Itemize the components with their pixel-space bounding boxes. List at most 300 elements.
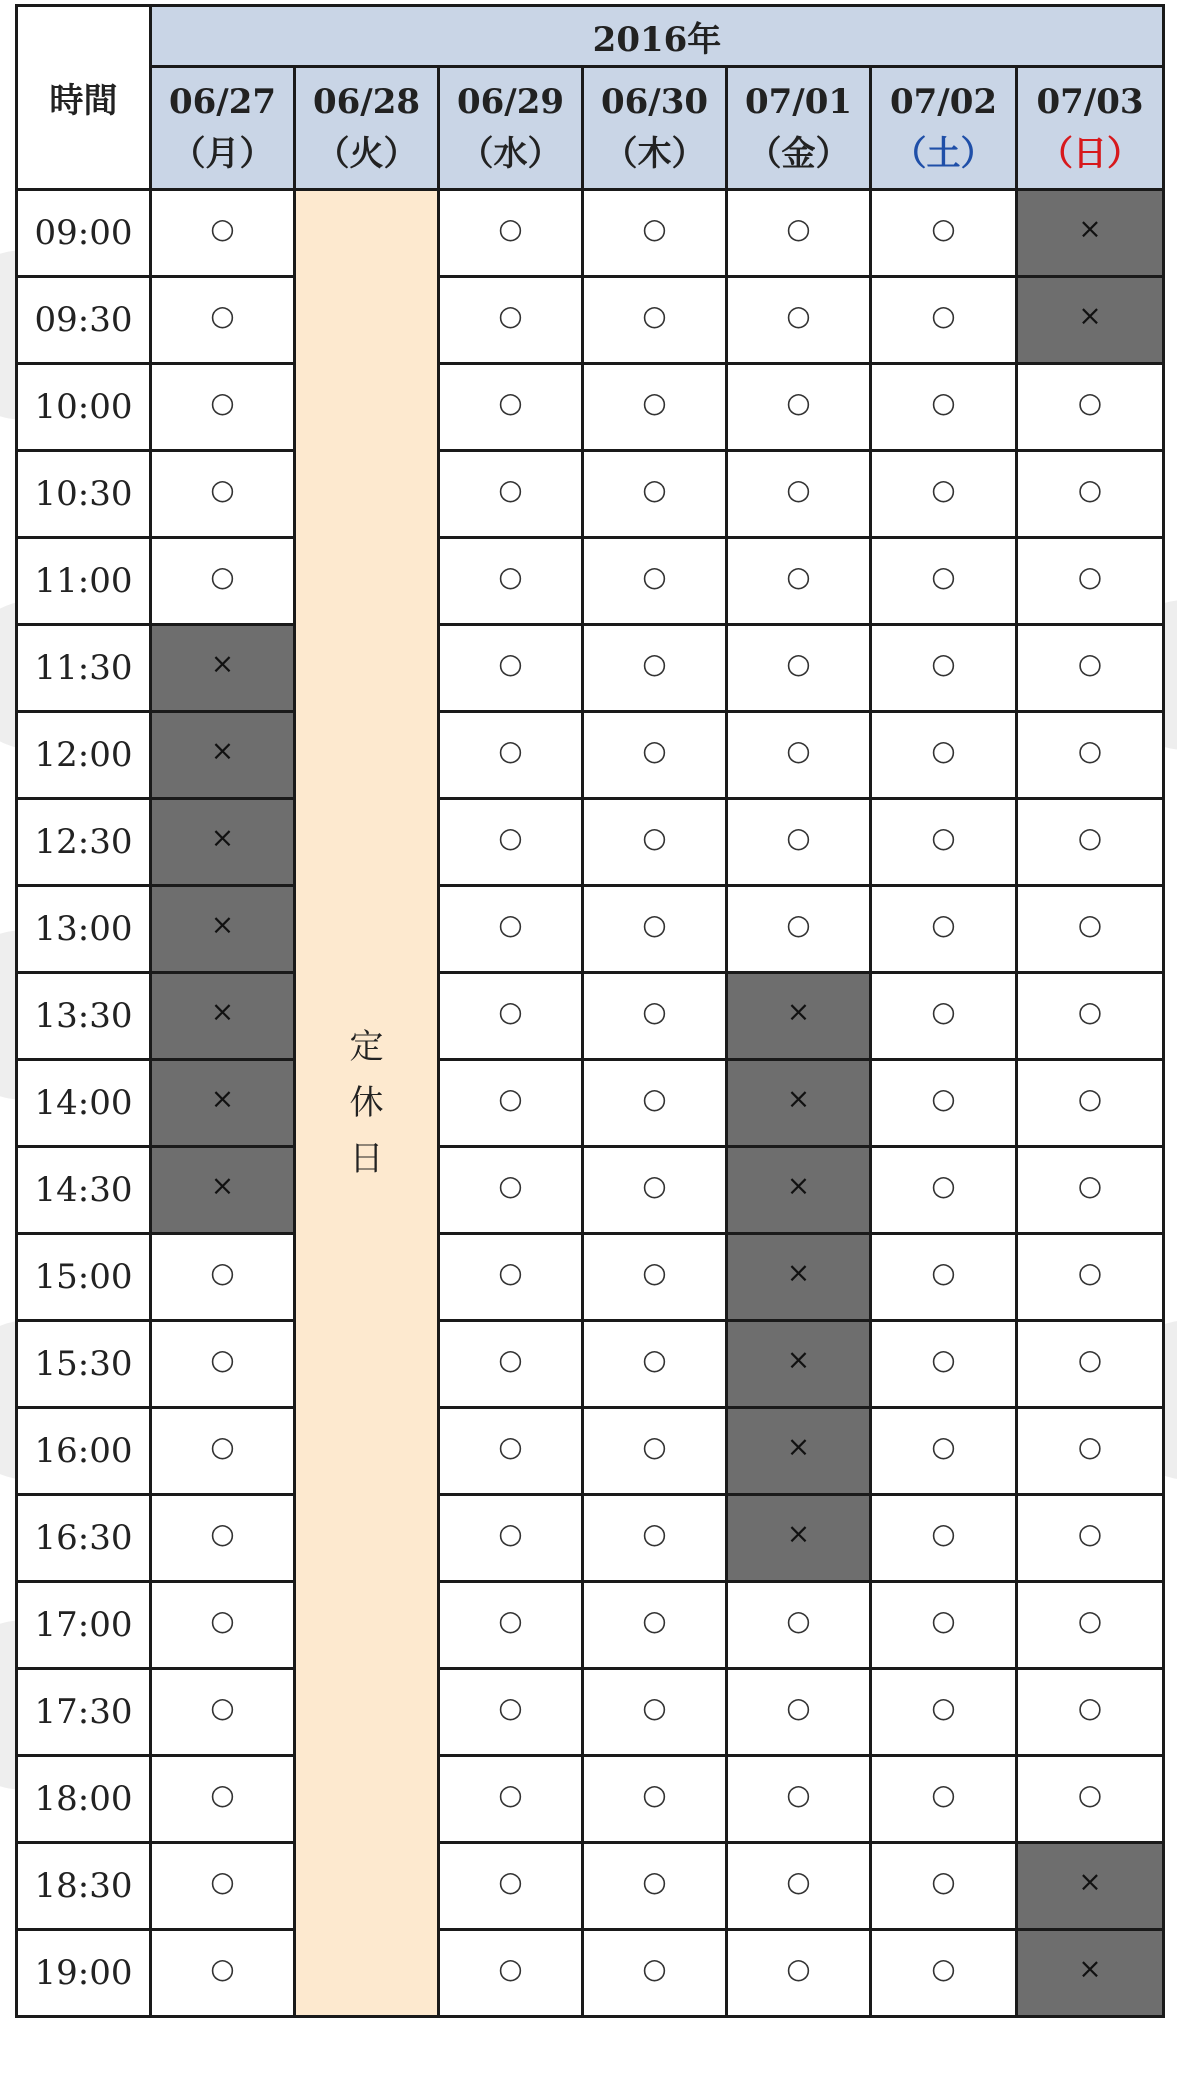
available-mark: ○ (210, 1255, 235, 1289)
available-mark: ○ (498, 385, 523, 419)
available-mark: ○ (210, 1342, 235, 1376)
slot-full (727, 1321, 871, 1408)
available-mark: ○ (786, 820, 811, 854)
available-mark: ○ (786, 298, 811, 332)
slot-available[interactable] (871, 1843, 1017, 1930)
date-header (871, 67, 1017, 190)
available-mark: ○ (931, 298, 956, 332)
available-mark: ○ (498, 1255, 523, 1289)
date-header (727, 67, 871, 190)
time-label: 13:00 (17, 886, 151, 973)
available-mark: ○ (931, 907, 956, 941)
slot-available[interactable] (439, 1060, 583, 1147)
slot-available[interactable] (583, 886, 727, 973)
available-mark: ○ (498, 820, 523, 854)
slot-available[interactable] (871, 1147, 1017, 1234)
time-slot-row (17, 712, 1164, 799)
time-label: 17:30 (17, 1669, 151, 1756)
date-label: 06/30 (600, 82, 709, 122)
slot-available[interactable] (871, 1756, 1017, 1843)
slot-available[interactable] (439, 1582, 583, 1669)
available-mark: ○ (931, 1603, 956, 1637)
available-mark: ○ (642, 994, 667, 1028)
slot-available[interactable] (151, 364, 295, 451)
time-label: 09:30 (17, 277, 151, 364)
available-mark: ○ (642, 298, 667, 332)
slot-available[interactable] (151, 538, 295, 625)
time-slot-row (17, 886, 1164, 973)
available-mark: ○ (210, 1777, 235, 1811)
slot-available[interactable] (871, 1408, 1017, 1495)
time-slot-row (17, 277, 1164, 364)
time-slot-row (17, 190, 1164, 277)
available-mark: ○ (642, 1951, 667, 1985)
available-mark: ○ (642, 1255, 667, 1289)
available-mark: ○ (931, 1081, 956, 1115)
slot-available[interactable] (1017, 1321, 1164, 1408)
available-mark: ○ (786, 733, 811, 767)
available-mark: ○ (210, 559, 235, 593)
slot-available[interactable] (439, 451, 583, 538)
available-mark: ○ (1077, 907, 1103, 941)
available-mark: ○ (498, 1603, 523, 1637)
slot-available[interactable] (583, 1408, 727, 1495)
slot-available[interactable] (871, 1321, 1017, 1408)
available-mark: ○ (498, 1429, 523, 1463)
date-header (295, 67, 439, 190)
available-mark: ○ (1077, 1342, 1103, 1376)
time-label: 13:30 (17, 973, 151, 1060)
slot-full (1017, 1930, 1164, 2017)
slot-available[interactable] (727, 190, 871, 277)
slot-available[interactable] (1017, 1060, 1164, 1147)
day-of-week-label: （金） (747, 134, 850, 174)
available-mark: ○ (210, 211, 235, 245)
time-slot-row (17, 973, 1164, 1060)
available-mark: ○ (931, 820, 956, 854)
slot-available[interactable] (583, 1147, 727, 1234)
slot-available[interactable] (1017, 451, 1164, 538)
time-label: 15:30 (17, 1321, 151, 1408)
time-label: 16:00 (17, 1408, 151, 1495)
slot-available[interactable] (151, 451, 295, 538)
available-mark: ○ (210, 472, 235, 506)
available-mark: ○ (210, 1864, 235, 1898)
slot-available[interactable] (1017, 364, 1164, 451)
available-mark: ○ (786, 211, 811, 245)
day-of-week-label: （土） (892, 134, 995, 174)
slot-available[interactable] (871, 364, 1017, 451)
slot-available[interactable] (583, 538, 727, 625)
slot-available[interactable] (439, 1930, 583, 2017)
slot-available[interactable] (727, 625, 871, 712)
slot-available[interactable] (727, 451, 871, 538)
slot-available[interactable] (151, 190, 295, 277)
slot-full (1017, 190, 1164, 277)
time-label: 09:00 (17, 190, 151, 277)
slot-available[interactable] (1017, 538, 1164, 625)
slot-available[interactable] (871, 190, 1017, 277)
slot-available[interactable] (583, 799, 727, 886)
slot-available[interactable] (439, 538, 583, 625)
slot-available[interactable] (583, 1495, 727, 1582)
available-mark: ○ (210, 298, 235, 332)
date-header (1017, 67, 1164, 190)
full-mark: × (786, 1516, 811, 1550)
time-slot-row (17, 1843, 1164, 1930)
slot-available[interactable] (727, 799, 871, 886)
full-mark: × (1078, 298, 1102, 332)
available-mark: ○ (786, 646, 811, 680)
time-slot-row (17, 1669, 1164, 1756)
available-mark: ○ (786, 472, 811, 506)
slot-full (151, 712, 295, 799)
slot-available[interactable] (439, 973, 583, 1060)
day-of-week-label: （日） (1039, 134, 1141, 174)
date-label: 06/29 (456, 82, 565, 122)
time-slot-row (17, 1147, 1164, 1234)
time-label: 10:00 (17, 364, 151, 451)
slot-available[interactable] (439, 190, 583, 277)
slot-available[interactable] (727, 1930, 871, 2017)
holiday-label: 定休日 (349, 1027, 384, 1179)
available-mark: ○ (498, 733, 523, 767)
slot-available[interactable] (727, 886, 871, 973)
available-mark: ○ (1077, 1516, 1103, 1550)
time-label: 17:00 (17, 1582, 151, 1669)
available-mark: ○ (1077, 1603, 1103, 1637)
time-label: 16:30 (17, 1495, 151, 1582)
available-mark: ○ (1077, 472, 1103, 506)
available-mark: ○ (931, 1429, 956, 1463)
time-label: 12:00 (17, 712, 151, 799)
available-mark: ○ (498, 1864, 523, 1898)
available-mark: ○ (642, 559, 667, 593)
time-label: 14:30 (17, 1147, 151, 1234)
slot-available[interactable] (439, 1408, 583, 1495)
available-mark: ○ (642, 1168, 667, 1202)
slot-full (151, 1060, 295, 1147)
time-column-header: 時間 (17, 6, 151, 190)
available-mark: ○ (498, 559, 523, 593)
available-mark: ○ (498, 1081, 523, 1115)
full-mark: × (210, 994, 235, 1028)
available-mark: ○ (931, 472, 956, 506)
slot-available[interactable] (439, 799, 583, 886)
slot-available[interactable] (727, 1669, 871, 1756)
time-label: 14:00 (17, 1060, 151, 1147)
slot-available[interactable] (871, 625, 1017, 712)
slot-available[interactable] (727, 1582, 871, 1669)
available-mark: ○ (498, 907, 523, 941)
slot-available[interactable] (151, 1756, 295, 1843)
available-mark: ○ (498, 1951, 523, 1985)
slot-available[interactable] (871, 277, 1017, 364)
slot-available[interactable] (871, 451, 1017, 538)
day-of-week-label: （水） (459, 134, 562, 174)
available-mark: ○ (498, 1777, 523, 1811)
slot-available[interactable] (727, 1843, 871, 1930)
available-mark: ○ (931, 994, 956, 1028)
available-mark: ○ (931, 1168, 956, 1202)
slot-available[interactable] (439, 1147, 583, 1234)
regular-holiday-cell (295, 190, 439, 2017)
available-mark: ○ (931, 1342, 956, 1376)
time-slot-row (17, 1582, 1164, 1669)
available-mark: ○ (498, 994, 523, 1028)
slot-available[interactable] (151, 277, 295, 364)
full-mark: × (210, 907, 235, 941)
time-label: 18:00 (17, 1756, 151, 1843)
date-header (583, 67, 727, 190)
slot-available[interactable] (583, 1060, 727, 1147)
slot-available[interactable] (1017, 1756, 1164, 1843)
slot-full (727, 1234, 871, 1321)
slot-available[interactable] (1017, 1234, 1164, 1321)
date-header (439, 67, 583, 190)
available-mark: ○ (786, 907, 811, 941)
full-mark: × (210, 733, 235, 767)
time-slot-row (17, 1234, 1164, 1321)
time-slot-row (17, 1756, 1164, 1843)
day-of-week-label: （木） (603, 134, 706, 174)
slot-available[interactable] (583, 190, 727, 277)
slot-full (151, 799, 295, 886)
slot-available[interactable] (727, 277, 871, 364)
date-label: 07/03 (1036, 82, 1144, 122)
available-mark: ○ (498, 298, 523, 332)
time-slot-row (17, 1321, 1164, 1408)
slot-available[interactable] (871, 1582, 1017, 1669)
available-mark: ○ (1077, 733, 1103, 767)
slot-available[interactable] (439, 277, 583, 364)
time-slot-row (17, 538, 1164, 625)
slot-available[interactable] (1017, 1495, 1164, 1582)
available-mark: ○ (931, 385, 956, 419)
day-of-week-label: （月） (171, 134, 274, 174)
available-mark: ○ (786, 1951, 811, 1985)
slot-available[interactable] (583, 1843, 727, 1930)
slot-available[interactable] (1017, 799, 1164, 886)
available-mark: ○ (642, 1690, 667, 1724)
available-mark: ○ (931, 559, 956, 593)
slot-available[interactable] (439, 1321, 583, 1408)
slot-available[interactable] (583, 364, 727, 451)
available-mark: ○ (498, 472, 523, 506)
slot-available[interactable] (1017, 625, 1164, 712)
full-mark: × (786, 1255, 811, 1289)
available-mark: ○ (1077, 994, 1103, 1028)
full-mark: × (786, 1081, 811, 1115)
available-mark: ○ (210, 1603, 235, 1637)
full-mark: × (786, 994, 811, 1028)
full-mark: × (786, 1342, 811, 1376)
available-mark: ○ (931, 1255, 956, 1289)
slot-full (727, 1495, 871, 1582)
available-mark: ○ (1077, 559, 1103, 593)
slot-available[interactable] (151, 1495, 295, 1582)
slot-available[interactable] (439, 1843, 583, 1930)
slot-available[interactable] (1017, 1669, 1164, 1756)
time-label: 11:00 (17, 538, 151, 625)
slot-available[interactable] (583, 451, 727, 538)
available-mark: ○ (498, 1342, 523, 1376)
available-mark: ○ (931, 211, 956, 245)
slot-available[interactable] (1017, 712, 1164, 799)
slot-full (151, 886, 295, 973)
slot-available[interactable] (439, 1495, 583, 1582)
slot-available[interactable] (439, 1756, 583, 1843)
available-mark: ○ (1077, 820, 1103, 854)
slot-available[interactable] (151, 1843, 295, 1930)
slot-full (151, 625, 295, 712)
slot-available[interactable] (1017, 1408, 1164, 1495)
slot-available[interactable] (583, 712, 727, 799)
available-mark: ○ (642, 907, 667, 941)
available-mark: ○ (931, 1777, 956, 1811)
slot-available[interactable] (871, 1930, 1017, 2017)
time-label: 18:30 (17, 1843, 151, 1930)
slot-available[interactable] (439, 1234, 583, 1321)
slot-full (1017, 1843, 1164, 1930)
time-label: 19:00 (17, 1930, 151, 2017)
slot-available[interactable] (871, 886, 1017, 973)
time-slot-row (17, 625, 1164, 712)
time-label: 15:00 (17, 1234, 151, 1321)
available-mark: ○ (642, 1516, 667, 1550)
available-mark: ○ (498, 1168, 523, 1202)
date-label: 07/01 (744, 82, 853, 122)
available-mark: ○ (786, 1777, 811, 1811)
slot-available[interactable] (583, 1582, 727, 1669)
full-mark: × (210, 1081, 235, 1115)
available-mark: ○ (931, 1516, 956, 1550)
time-slot-row (17, 1930, 1164, 2017)
slot-full (151, 973, 295, 1060)
available-mark: ○ (642, 1777, 667, 1811)
available-mark: ○ (786, 1690, 811, 1724)
slot-available[interactable] (1017, 886, 1164, 973)
available-mark: ○ (1077, 1255, 1103, 1289)
slot-available[interactable] (871, 538, 1017, 625)
slot-full (727, 1147, 871, 1234)
slot-available[interactable] (871, 799, 1017, 886)
slot-available[interactable] (151, 1321, 295, 1408)
available-mark: ○ (642, 733, 667, 767)
available-mark: ○ (931, 1951, 956, 1985)
full-mark: × (1078, 1864, 1102, 1898)
slot-available[interactable] (583, 1669, 727, 1756)
date-label: 06/27 (168, 82, 277, 122)
time-slot-row (17, 1408, 1164, 1495)
slot-available[interactable] (1017, 973, 1164, 1060)
slot-available[interactable] (583, 973, 727, 1060)
available-mark: ○ (642, 211, 667, 245)
slot-available[interactable] (727, 538, 871, 625)
time-slot-row (17, 1060, 1164, 1147)
time-slot-row (17, 451, 1164, 538)
slot-available[interactable] (583, 277, 727, 364)
date-label: 07/02 (889, 82, 998, 122)
available-mark: ○ (642, 1342, 667, 1376)
slot-available[interactable] (151, 1930, 295, 2017)
reservation-schedule-table (15, 4, 1165, 2018)
slot-available[interactable] (727, 1756, 871, 1843)
slot-available[interactable] (583, 1234, 727, 1321)
slot-full (727, 1408, 871, 1495)
available-mark: ○ (1077, 1168, 1103, 1202)
slot-available[interactable] (151, 1234, 295, 1321)
slot-available[interactable] (1017, 1147, 1164, 1234)
available-mark: ○ (931, 646, 956, 680)
slot-available[interactable] (151, 1408, 295, 1495)
slot-available[interactable] (727, 364, 871, 451)
full-mark: × (1078, 1951, 1102, 1985)
available-mark: ○ (642, 820, 667, 854)
slot-available[interactable] (439, 625, 583, 712)
slot-available[interactable] (871, 712, 1017, 799)
slot-available[interactable] (583, 625, 727, 712)
slot-available[interactable] (871, 1669, 1017, 1756)
full-mark: × (1078, 211, 1102, 245)
slot-available[interactable] (439, 1669, 583, 1756)
available-mark: ○ (498, 1690, 523, 1724)
available-mark: ○ (210, 1429, 235, 1463)
available-mark: ○ (931, 1864, 956, 1898)
slot-available[interactable] (439, 364, 583, 451)
full-mark: × (210, 820, 235, 854)
slot-available[interactable] (871, 1060, 1017, 1147)
available-mark: ○ (931, 733, 956, 767)
slot-available[interactable] (439, 712, 583, 799)
available-mark: ○ (642, 1081, 667, 1115)
full-mark: × (210, 1168, 235, 1202)
available-mark: ○ (642, 1864, 667, 1898)
date-header (151, 67, 295, 190)
available-mark: ○ (1077, 385, 1103, 419)
slot-available[interactable] (583, 1756, 727, 1843)
day-of-week-label: （火） (315, 134, 418, 174)
slot-available[interactable] (151, 1582, 295, 1669)
available-mark: ○ (786, 559, 811, 593)
slot-full (727, 1060, 871, 1147)
slot-available[interactable] (871, 1234, 1017, 1321)
available-mark: ○ (786, 1603, 811, 1637)
slot-available[interactable] (871, 1495, 1017, 1582)
slot-available[interactable] (1017, 1582, 1164, 1669)
available-mark: ○ (210, 1690, 235, 1724)
available-mark: ○ (1077, 1690, 1103, 1724)
slot-available[interactable] (871, 973, 1017, 1060)
slot-full (727, 973, 871, 1060)
available-mark: ○ (1077, 1429, 1103, 1463)
available-mark: ○ (642, 1429, 667, 1463)
available-mark: ○ (642, 472, 667, 506)
slot-available[interactable] (727, 712, 871, 799)
slot-available[interactable] (151, 1669, 295, 1756)
year-header: 2016年 (151, 6, 1164, 67)
date-label: 06/28 (312, 82, 421, 122)
available-mark: ○ (498, 646, 523, 680)
available-mark: ○ (1077, 646, 1103, 680)
slot-available[interactable] (583, 1321, 727, 1408)
time-label: 12:30 (17, 799, 151, 886)
available-mark: ○ (210, 385, 235, 419)
available-mark: ○ (786, 1864, 811, 1898)
full-mark: × (210, 646, 235, 680)
slot-available[interactable] (583, 1930, 727, 2017)
slot-available[interactable] (439, 886, 583, 973)
